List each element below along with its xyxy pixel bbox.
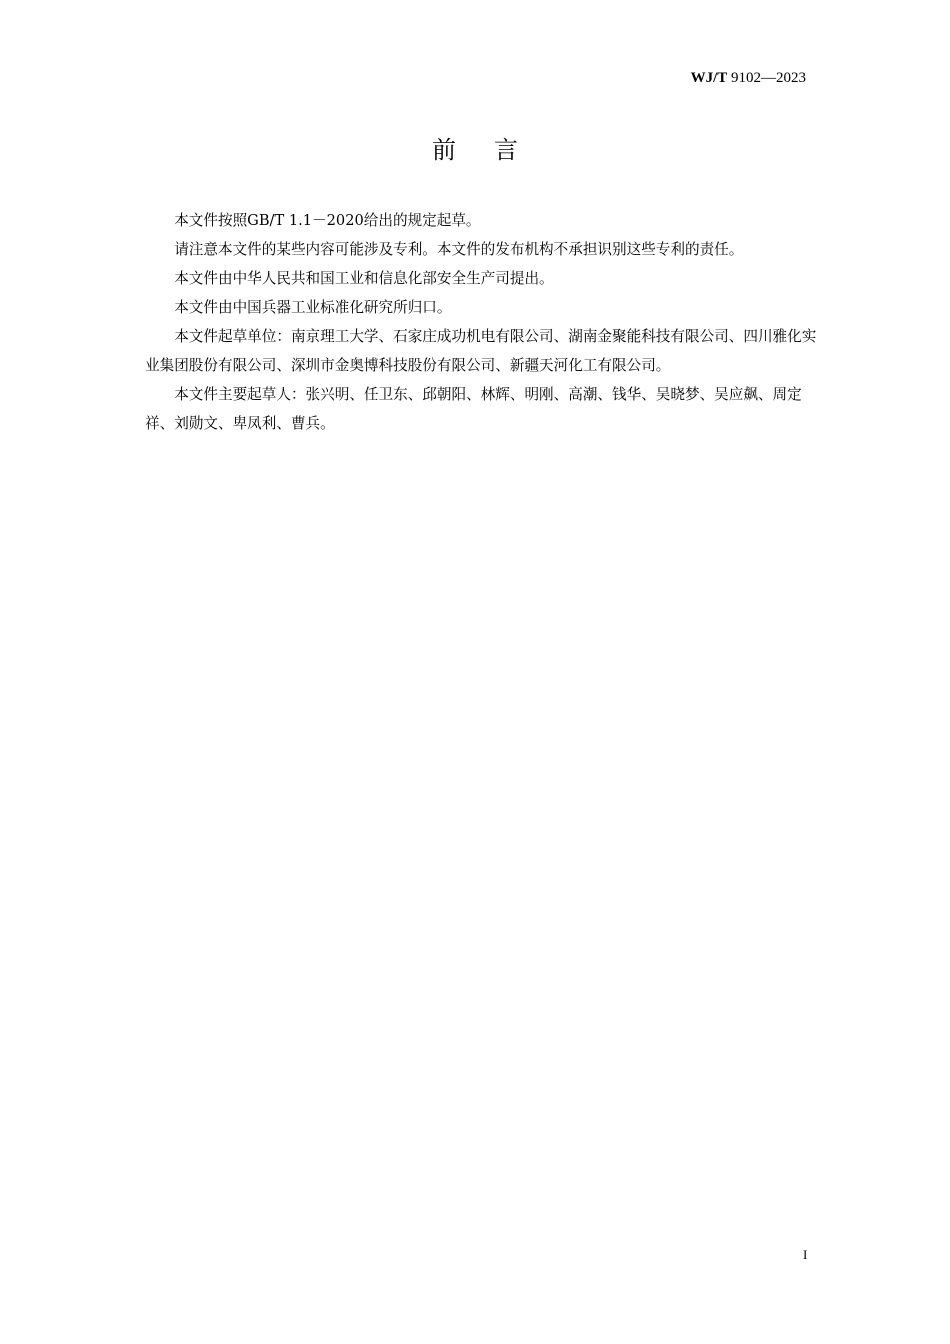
- standard-code: [691, 70, 806, 87]
- standard-code-prefix: WJ/T: [690, 70, 728, 86]
- paragraph-patent-notice: 请注意本文件的某些内容可能涉及专利。本文件的发布机构不承担识别这些专利的责任。: [174, 241, 744, 258]
- page-number: I: [803, 1247, 808, 1262]
- paragraph-drafting-units: 本文件起草单位：南京理工大学、石家庄成功机电有限公司、湖南金聚能科技有限公司、四川雅化实业集团股份有限公司、深圳市金奥博科技股份有限公司、新疆天河化工有限公司。: [145, 328, 817, 374]
- paragraph-drafters: 本文件主要起草人：张兴明、任卫东、邱朝阳、林辉、明刚、高潮、钱华、吴晓梦、吴应飙、周定祥、刘勋文、卑凤利、曹兵。: [145, 386, 802, 432]
- paragraph-proposer: 本文件由中华人民共和国工业和信息化部安全生产司提出。: [174, 270, 554, 287]
- title-char-1: 前: [432, 136, 456, 164]
- foreword-body: [145, 206, 820, 438]
- paragraph-drafting-rules: 本文件按照GB/T 1.1－2020给出的规定起草。: [174, 212, 481, 229]
- paragraph-administrator: 本文件由中国兵器工业标准化研究所归口。: [174, 299, 452, 316]
- title-char-2: 言: [494, 136, 518, 164]
- page-title: [0, 130, 950, 165]
- standard-code-number: 9102—2023: [731, 70, 806, 86]
